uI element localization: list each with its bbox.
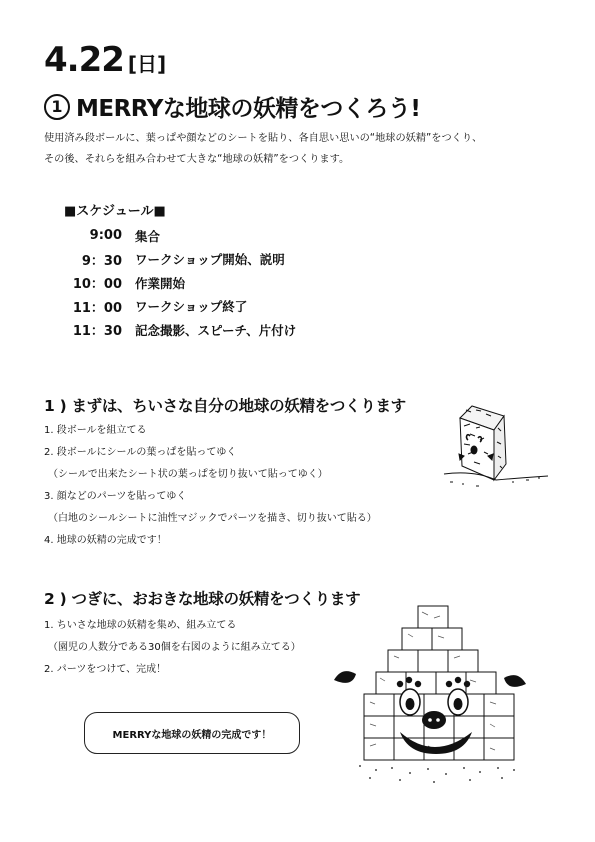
date-weekday: [日]: [127, 52, 167, 76]
schedule-row: [64, 295, 296, 319]
list-item: 1. ちいさな地球の妖精を集め、組み立てる: [44, 619, 237, 631]
schedule-label: 集合: [135, 228, 161, 244]
section-1-heading: 1 ) まずは、ちいさな自分の地球の妖精をつくります: [44, 397, 406, 415]
schedule-list: [64, 224, 296, 342]
schedule-time: 9:00: [89, 228, 122, 244]
list-item: 1. 段ボールを組立てる: [44, 424, 147, 436]
list-item-note: （白地のシールシートに油性マジックでパーツを描き、切り抜いて貼る）: [48, 512, 377, 524]
schedule-row: [64, 248, 296, 272]
schedule-row: [64, 271, 296, 295]
intro-line-2: その後、それらを組み合わせて大きな“地球の妖精”をつくります。: [44, 154, 350, 165]
list-item-note: （シールで出来たシート状の葉っぱを切り抜いて貼ってゆく）: [48, 468, 328, 480]
schedule-time: 9：30: [81, 253, 122, 269]
title-circled-number: 1: [44, 94, 70, 120]
schedule-label: 作業開始: [135, 275, 186, 291]
schedule-label: 記念撮影、スピーチ、片付け: [135, 322, 297, 338]
completion-callout: MERRYな地球の妖精の完成です！: [84, 712, 300, 754]
list-item: 3. 顔などのパーツを貼ってゆく: [44, 490, 187, 502]
schedule-time: 10：00: [72, 277, 122, 293]
list-item-note: （園児の人数分である30個を右図のように組み立てる）: [48, 641, 301, 653]
section-2-steps: [44, 612, 301, 678]
page-title: [44, 90, 420, 123]
schedule-label: ワークショップ開始、説明: [135, 252, 285, 268]
intro-paragraph: [44, 128, 482, 170]
schedule-heading: ■スケジュール■: [64, 204, 166, 219]
intro-line-1: 使用済み段ボールに、葉っぱや顔などのシートを貼り、各自思い思いの“地球の妖精”をつくり、: [44, 133, 483, 144]
large-earth-fairy-illustration: [330, 598, 530, 790]
small-earth-fairy-illustration: [440, 398, 552, 490]
section-2-heading: 2 ) つぎに、おおきな地球の妖精をつくります: [44, 590, 361, 608]
list-item: 4. 地球の妖精の完成です！: [44, 534, 167, 546]
schedule-time: 11：30: [72, 324, 122, 340]
date-heading: [44, 40, 166, 80]
schedule-time: 11：00: [72, 300, 122, 316]
list-item: 2. 段ボールにシールの葉っぱを貼ってゆく: [44, 446, 237, 458]
date-number: 4.22: [44, 40, 124, 80]
list-item: 2. パーツをつけて、完成！: [44, 663, 167, 675]
schedule-row: [64, 318, 296, 342]
section-1-steps: [44, 417, 377, 549]
schedule-row: [64, 224, 296, 248]
title-text: MERRYな地球の妖精をつくろう!: [76, 96, 421, 122]
schedule-label: ワークショップ終了: [135, 299, 248, 315]
